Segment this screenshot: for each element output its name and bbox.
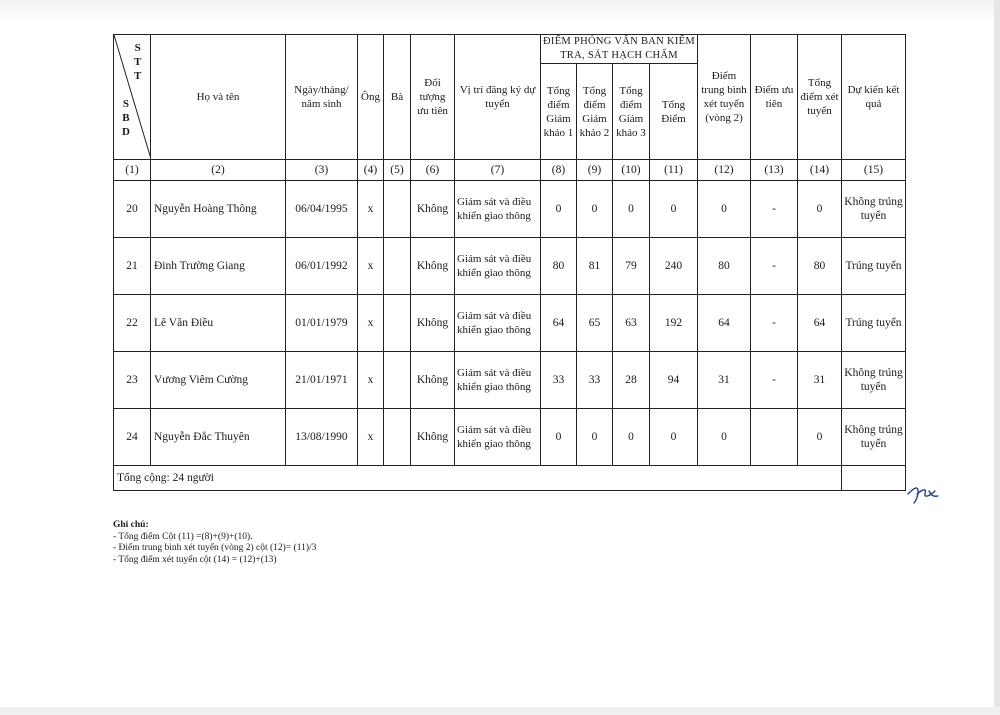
male-cell: x	[358, 181, 384, 238]
table-row	[114, 352, 906, 409]
final-header: Tổng điểm xét tuyển	[798, 35, 842, 160]
stt-label: S T T	[134, 42, 142, 82]
col-number: (10)	[613, 160, 650, 181]
total-cell: 192	[650, 295, 698, 352]
score2-cell: 33	[577, 352, 613, 409]
priority-cell: Không	[411, 295, 455, 352]
column-number-row	[114, 160, 906, 181]
male-cell: x	[358, 352, 384, 409]
scan-edge-top	[0, 0, 1000, 22]
priority-cell: Không	[411, 352, 455, 409]
col-number: (9)	[577, 160, 613, 181]
score3-cell: 63	[613, 295, 650, 352]
bonus-cell: -	[751, 181, 798, 238]
total-result-cell	[842, 466, 906, 491]
stt-cell: 20	[114, 181, 151, 238]
female-cell	[384, 181, 411, 238]
male-cell: x	[358, 295, 384, 352]
score1-cell: 80	[541, 238, 577, 295]
col-number: (6)	[411, 160, 455, 181]
result-cell: Không trúng tuyển	[842, 352, 906, 409]
stt-cell: 23	[114, 352, 151, 409]
dob-cell: 13/08/1990	[286, 409, 358, 466]
avg-cell: 0	[698, 181, 751, 238]
col-number: (2)	[151, 160, 286, 181]
score1-cell: 33	[541, 352, 577, 409]
table-row	[114, 181, 906, 238]
bonus-cell	[751, 409, 798, 466]
result-cell: Trúng tuyển	[842, 238, 906, 295]
avg-header: Điểm trung bình xét tuyển (vòng 2)	[698, 35, 751, 160]
total-header: Tổng Điểm	[650, 64, 698, 160]
score2-cell: 0	[577, 409, 613, 466]
col-number: (14)	[798, 160, 842, 181]
score2-header: Tổng điểm Giám khảo 2	[577, 64, 613, 160]
col-number: (12)	[698, 160, 751, 181]
score3-cell: 0	[613, 409, 650, 466]
col-number: (11)	[650, 160, 698, 181]
scan-edge-bottom	[0, 707, 1000, 715]
diagonal-divider	[114, 35, 151, 159]
name-cell: Lê Văn Điều	[151, 295, 286, 352]
col-number: (7)	[455, 160, 541, 181]
score2-cell: 0	[577, 181, 613, 238]
scan-edge-right	[994, 0, 1000, 715]
dob-cell: 01/01/1979	[286, 295, 358, 352]
total-cell: 94	[650, 352, 698, 409]
male-cell: x	[358, 409, 384, 466]
result-cell: Trúng tuyển	[842, 295, 906, 352]
sbd-label: S B D	[122, 98, 130, 138]
final-cell: 80	[798, 238, 842, 295]
col-number: (8)	[541, 160, 577, 181]
final-cell: 31	[798, 352, 842, 409]
name-cell: Nguyễn Hoàng Thông	[151, 181, 286, 238]
score1-cell: 0	[541, 409, 577, 466]
female-cell	[384, 238, 411, 295]
col-number: (1)	[114, 160, 151, 181]
score1-cell: 64	[541, 295, 577, 352]
dob-cell: 06/01/1992	[286, 238, 358, 295]
col-number: (4)	[358, 160, 384, 181]
note-line: - Tổng điểm Cột (11) =(8)+(9)+(10).	[113, 531, 253, 542]
score3-cell: 0	[613, 181, 650, 238]
priority-subject-header: Đối tượng ưu tiên	[411, 35, 455, 160]
result-header: Dự kiến kết quả	[842, 35, 906, 160]
total-cell: 0	[650, 181, 698, 238]
dob-cell: 06/04/1995	[286, 181, 358, 238]
final-cell: 64	[798, 295, 842, 352]
score3-cell: 79	[613, 238, 650, 295]
dob-cell: 21/01/1971	[286, 352, 358, 409]
female-cell	[384, 352, 411, 409]
name-header: Họ và tên	[151, 35, 286, 160]
final-cell: 0	[798, 409, 842, 466]
result-cell: Không trúng tuyển	[842, 409, 906, 466]
note-line: - Điểm trung bình xét tuyển (vòng 2) cột (12)= (11)/3	[113, 543, 317, 553]
final-cell: 0	[798, 181, 842, 238]
bonus-header: Điểm ưu tiên	[751, 35, 798, 160]
result-cell: Không trúng tuyển	[842, 181, 906, 238]
name-cell: Nguyễn Đắc Thuyên	[151, 409, 286, 466]
position-cell: Giám sát và điều khiển giao thông	[455, 352, 541, 409]
table-row	[114, 409, 906, 466]
position-cell: Giám sát và điều khiển giao thông	[455, 238, 541, 295]
avg-cell: 64	[698, 295, 751, 352]
bonus-cell: -	[751, 238, 798, 295]
table-row	[114, 295, 906, 352]
score2-cell: 81	[577, 238, 613, 295]
position-header: Vị trí đăng ký dự tuyển	[455, 35, 541, 160]
total-row	[114, 466, 906, 491]
stt-cell: 21	[114, 238, 151, 295]
score1-cell: 0	[541, 181, 577, 238]
name-cell: Vương Viêm Cường	[151, 352, 286, 409]
table-row	[114, 238, 906, 295]
header-row-1	[114, 35, 906, 64]
col-number: (3)	[286, 160, 358, 181]
male-cell: x	[358, 238, 384, 295]
position-cell: Giám sát và điều khiển giao thông	[455, 295, 541, 352]
score3-header: Tổng điểm Giám khảo 3	[613, 64, 650, 160]
total-label: Tổng cộng: 24 người	[114, 466, 842, 491]
notes-section	[113, 520, 316, 566]
initials-signature	[905, 482, 941, 506]
score3-cell: 28	[613, 352, 650, 409]
total-cell: 240	[650, 238, 698, 295]
priority-cell: Không	[411, 409, 455, 466]
stt-cell: 24	[114, 409, 151, 466]
priority-cell: Không	[411, 238, 455, 295]
female-header: Bà	[384, 35, 411, 160]
total-cell: 0	[650, 409, 698, 466]
dob-header: Ngày/tháng/ năm sinh	[286, 35, 358, 160]
bonus-cell: -	[751, 295, 798, 352]
name-cell: Đinh Trường Giang	[151, 238, 286, 295]
col-number: (13)	[751, 160, 798, 181]
avg-cell: 31	[698, 352, 751, 409]
priority-cell: Không	[411, 181, 455, 238]
male-header: Ông	[358, 35, 384, 160]
female-cell	[384, 295, 411, 352]
position-cell: Giám sát và điều khiển giao thông	[455, 409, 541, 466]
results-table	[113, 34, 906, 491]
avg-cell: 0	[698, 409, 751, 466]
avg-cell: 80	[698, 238, 751, 295]
col-number: (5)	[384, 160, 411, 181]
stt-sbd-header	[114, 35, 151, 160]
interview-score-group-header: ĐIỂM PHỎNG VẤN BAN KIỂM TRA, SÁT HẠCH CHẤM	[541, 35, 698, 64]
score1-header: Tổng điểm Giám khảo 1	[541, 64, 577, 160]
score2-cell: 65	[577, 295, 613, 352]
stt-cell: 22	[114, 295, 151, 352]
note-line: - Tổng điểm xét tuyển cột (14) = (12)+(13)	[113, 554, 277, 565]
bonus-cell: -	[751, 352, 798, 409]
female-cell	[384, 409, 411, 466]
position-cell: Giám sát và điều khiển giao thông	[455, 181, 541, 238]
col-number: (15)	[842, 160, 906, 181]
notes-title: Ghi chú:	[113, 520, 149, 530]
